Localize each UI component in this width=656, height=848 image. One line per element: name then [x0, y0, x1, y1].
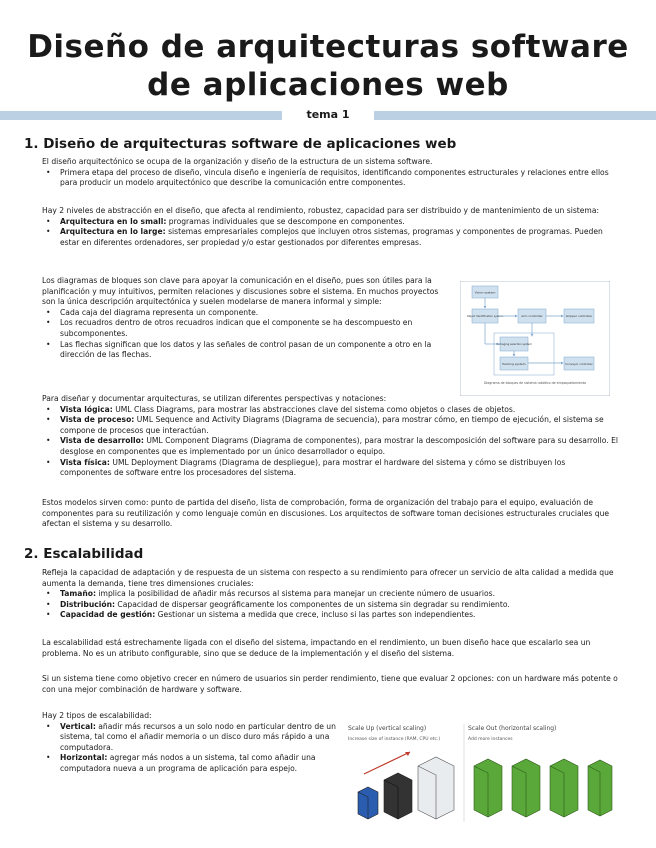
list-item: • Vista física: UML Deployment Diagrams (Diagrama de despliegue), para mostrar el hardware del sistema y cómo se distribuyen los componentes de software entre los procesadores del sistema. [42, 458, 618, 479]
scale-out-title: Scale Out (horizontal scaling) [468, 725, 557, 732]
dimensions-block: Refleja la capacidad de adaptación y de respuesta de un sistema con respecto a su rendimiento para ofrecer un servicio de alta calidad a medida que aumenta la demanda, tiene tres dimensiones cruciales: • Tamaño: implica la posibilidad de añadir más recursos al sistema para manejar un creciente número de usuarios. • Distribución: Capacidad de dispersar geográficamente los componentes de un sistema sin degradar su rendimiento. • Capacidad de gestión: Gestionar un sistema a medida que crece, incluso si las partes son independientes. [42, 568, 618, 621]
list-item: • Vista lógica: UML Class Diagrams, para mostrar las abstracciones clave del sistema como objetos o clases de objetos. [42, 405, 618, 416]
page-title: Diseño de arquitecturas software [27, 29, 629, 65]
list-item: • Vista de desarrollo: UML Component Diagrams (Diagrama de componentes), para mostrar la descomposición del software para su desarrollo. El desglose en componentes que es implementado por un único desarrollador o equipo. [42, 436, 618, 457]
figure-box [518, 309, 546, 323]
page-title-line2: de aplicaciones web [147, 67, 509, 103]
list-item: • Los recuadros dentro de otros recuadros indican que el componente se ha descompuesto en subcomponentes. [42, 318, 446, 339]
svg-text:Arm controller: Arm controller [521, 314, 543, 318]
server-icon [474, 759, 502, 817]
svg-text:Conveyor controller: Conveyor controller [565, 362, 593, 366]
list-item: • Las flechas significan que los datos y las señales de control pasan de un componente a otro en la dirección de las flechas. [42, 340, 446, 361]
server-icon [512, 759, 540, 817]
figure-box [564, 309, 594, 323]
scaling-figure [344, 722, 620, 828]
svg-text:Object identification system: Object identification system [466, 315, 504, 318]
levels-block: Hay 2 niveles de abstracción en el diseño, que afecta al rendimiento, robustez, capacidad para ser distribuido y de mantenimiento de un sistema: • Arquitectura en lo small: programas individuales que se descompone en componentes. • Arquitectura en lo large: sistemas empresariales complejos que incluyen otros sistemas, programas y componentes de programas. Pueden estar en diferentes ordenadores, ser propiedad y/o estar gestionados por diferentes empresas. [42, 206, 618, 248]
scale-up-title: Scale Up (vertical scaling) [348, 725, 427, 732]
list-item: • Horizontal: agregar más nodos a un sistema, tal como añadir una computadora nueva a un programa de aplicación para espejo. [42, 753, 338, 774]
figure-caption: Diagrama de bloques de sistema robótico de empaquetamiento [483, 381, 587, 385]
views-block: Para diseñar y documentar arquitecturas, se utilizan diferentes perspectivas y notaciones: • Vista lógica: UML Class Diagrams, para mostrar las abstracciones clave del sistema como objetos o clases de objetos. • Vista de proceso: UML Sequence and Activity Diagrams (Diagrama de secuencia), para mostrar cómo, en tiempo de ejecución, el sistema se compone de procesos que interactúan. • Vista de desarrollo: UML Component Diagrams (Diagrama de componentes), para mostrar la descomposición del software para su desarrollo. El desglose en componentes que es implementado por un único desarrollador o equipo. • Vista física: UML Deployment Diagrams (Diagrama de despliegue), para mostrar el hardware del sistema y cómo se distribuyen los componentes de software entre los procesadores del sistema. [42, 394, 618, 479]
tema-label: tema 1 [306, 108, 350, 121]
server-icon [418, 757, 454, 819]
diagrams-block: Los diagramas de bloques son clave para apoyar la comunicación en el diseño, pues son útiles para la planificación y muy intuitivos, permiten relaciones y discusiones sobre el sistema. En muchos proyectos son la única descripción arquitectónica y suelen modelarse de manera informal y simple: • Cada caja del diagrama representa un componente. • Los recuadros dentro de otros recuadros indican que el componente se ha descompuesto en subcomponentes. • Las flechas significan que los datos y las señales de control pasan de un componente a otro en la dirección de las flechas. [42, 276, 446, 361]
list-item: • Distribución: Capacidad de dispersar geográficamente los componentes de un sistema sin degradar su rendimiento. [42, 600, 618, 611]
svg-text:Packaging selection system: Packaging selection system [496, 343, 532, 346]
list-item: • Capacidad de gestión: Gestionar un sistema a medida que crece, incluso si las partes son independientes. [42, 610, 618, 621]
svg-text:Packing system: Packing system [502, 362, 526, 366]
server-icon [588, 760, 612, 816]
list-item: • Tamaño: implica la posibilidad de añadir más recursos al sistema para manejar un creciente número de usuarios. [42, 589, 618, 600]
section1-heading: 1. Diseño de arquitecturas software de aplicaciones web [24, 136, 457, 152]
figure-box [472, 286, 498, 298]
section2-heading: 2. Escalabilidad [24, 546, 144, 562]
list-item: • Vista de proceso: UML Sequence and Activity Diagrams (Diagrama de secuencia), para mostrar cómo, en tiempo de ejecución, el sistema se compone de procesos que interactúan. [42, 415, 618, 436]
figure-box [564, 357, 594, 370]
server-icon [550, 759, 578, 817]
section1-closing: Estos modelos sirven como: punto de partida del diseño, lista de comprobación, forma de organización del trabajo para el equipo, evaluación de componentes para su reutilización y como lenguaje común en discusiones. Los arquitectos de software toman decisiones estructurales cruciales que afectan el sistema y su desarrollo. [42, 498, 610, 529]
section2-para2: Si un sistema tiene como objetivo crecer en número de usuarios sin perder rendimiento, tiene que evaluar 2 opciones: con un hardware más potente o con una mejor combinación de hardware y software. [42, 674, 618, 694]
figure-box [496, 337, 532, 351]
list-item: • Arquitectura en lo large: sistemas empresariales complejos que incluyen otros sistemas, programas y componentes de programas. Pueden estar en diferentes ordenadores, ser propiedad y/o estar gestionados por diferentes empresas. [42, 227, 618, 248]
svg-text:Vision system: Vision system [474, 290, 496, 295]
list-item: • Primera etapa del proceso de diseño, vincula diseño e ingeniería de requisitos, identificando componentes estructurales y relaciones entre ellos para producir un modelo arquitectónico que describe la comunicación entre componentes. [42, 168, 618, 189]
list-item: • Cada caja del diagrama representa un componente. [42, 308, 446, 319]
section2-para1: La escalabilidad está estrechamente ligada con el diseño del sistema, impactando en el rendimiento, un buen diseño hace que escalarlo sea un problema. No es un atributo configurable, sino que se deduce de la implementación y el diseño del sistema. [42, 638, 591, 658]
list-item: • Arquitectura en lo small: programas individuales que se descompone en componentes. [42, 217, 618, 228]
svg-text:Gripper controller: Gripper controller [565, 314, 593, 318]
block-diagram-figure [460, 281, 610, 396]
scale-out-caption: Add more instances [468, 737, 513, 742]
figure-box [500, 357, 528, 370]
list-item: • Vertical: añadir más recursos a un solo nodo en particular dentro de un sistema, tal como el añadir memoria o un disco duro más rápido a una computadora. [42, 722, 338, 754]
tema-band [0, 109, 656, 122]
section1-intro: El diseño arquitectónico se ocupa de la organización y diseño de la estructura de un sistema software. • Primera etapa del proceso de diseño, vincula diseño e ingeniería de requisitos, identificando componentes estructurales y relaciones entre ellos para producir un modelo arquitectónico que describe la comunicación entre componentes. [42, 157, 618, 189]
scale-up-caption: Increase size of instance (RAM, CPU etc.) [348, 737, 441, 742]
types-block: Hay 2 tipos de escalabilidad: • Vertical: añadir más recursos a un solo nodo en particular dentro de un sistema, tal como el añadir memoria o un disco duro más rápido a una computadora. • Horizontal: agregar más nodos a un sistema, tal como añadir una computadora nueva a un programa de aplicación para espejo. [42, 711, 338, 775]
server-icon [358, 787, 378, 819]
server-icon [384, 773, 412, 819]
